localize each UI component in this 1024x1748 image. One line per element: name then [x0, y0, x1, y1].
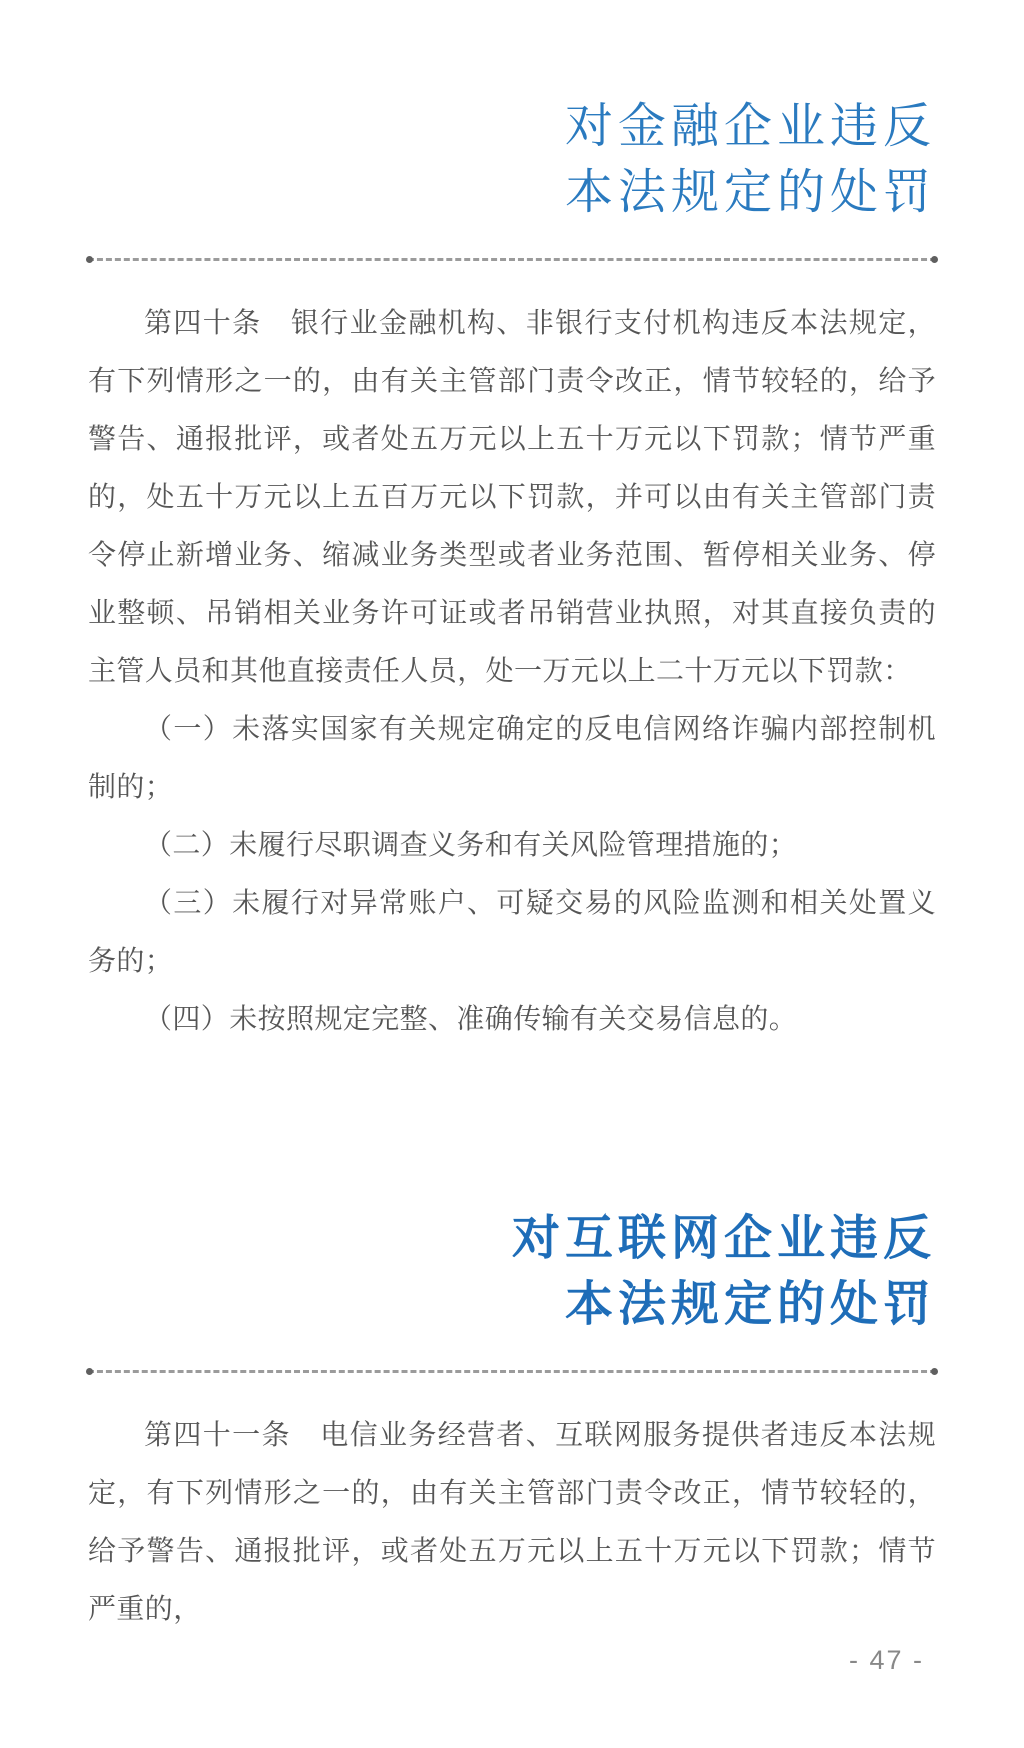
separator-dot-right: [931, 256, 938, 263]
separator-dot-right: [931, 1368, 938, 1375]
heading-line: 本法规定的处罚: [564, 1278, 936, 1332]
article-40-item-1: （一）未落实国家有关规定确定的反电信网络诈骗内部控制机制的；: [88, 713, 936, 803]
page-content: [0, 94, 1024, 1638]
article-40-intro: 第四十条 银行业金融机构、非银行支付机构违反本法规定，有下列情形之一的，由有关主管部门责令改正，情节较轻的，给予警告、通报批评，或者处五万元以上五十万元以下罚款；情节严重的，处五十万元以上五百万元以下罚款，并可以由有关主管部门责令停止新增业务、缩减业务类型或者业务范围、暂停相关业务、停业整顿、吊销相关业务许可证或者吊销营业执照，对其直接负责的主管人员和其他直接责任人员，处一万元以上二十万元以下罚款：: [88, 307, 936, 687]
separator-dot-left: [86, 256, 93, 263]
dashed-separator: [88, 1370, 936, 1373]
article-40-body: [88, 294, 936, 1048]
heading-line: 对金融企业违反: [564, 100, 936, 153]
page-number: - 47 -: [848, 1645, 924, 1675]
heading-line: 本法规定的处罚: [564, 166, 936, 219]
article-41-intro: 第四十一条 电信业务经营者、互联网服务提供者违反本法规定，有下列情形之一的，由有关主管部门责令改正，情节较轻的，给予警告、通报批评，或者处五万元以上五十万元以下罚款；情节严重的，: [88, 1419, 936, 1625]
section-heading-internet: [88, 1206, 936, 1338]
article-40-item-2: （二）未履行尽职调查义务和有关风险管理措施的；: [144, 829, 798, 861]
section-heading-financial: [88, 94, 936, 226]
article-40-item-3: （三）未履行对异常账户、可疑交易的风险监测和相关处置义务的；: [88, 887, 936, 977]
article-41-body: [88, 1406, 936, 1638]
heading-line: 对互联网企业违反: [511, 1212, 936, 1266]
dashed-separator: [88, 258, 936, 261]
separator-dot-left: [86, 1368, 93, 1375]
article-40-item-4: （四）未按照规定完整、准确传输有关交易信息的。: [144, 1003, 798, 1035]
